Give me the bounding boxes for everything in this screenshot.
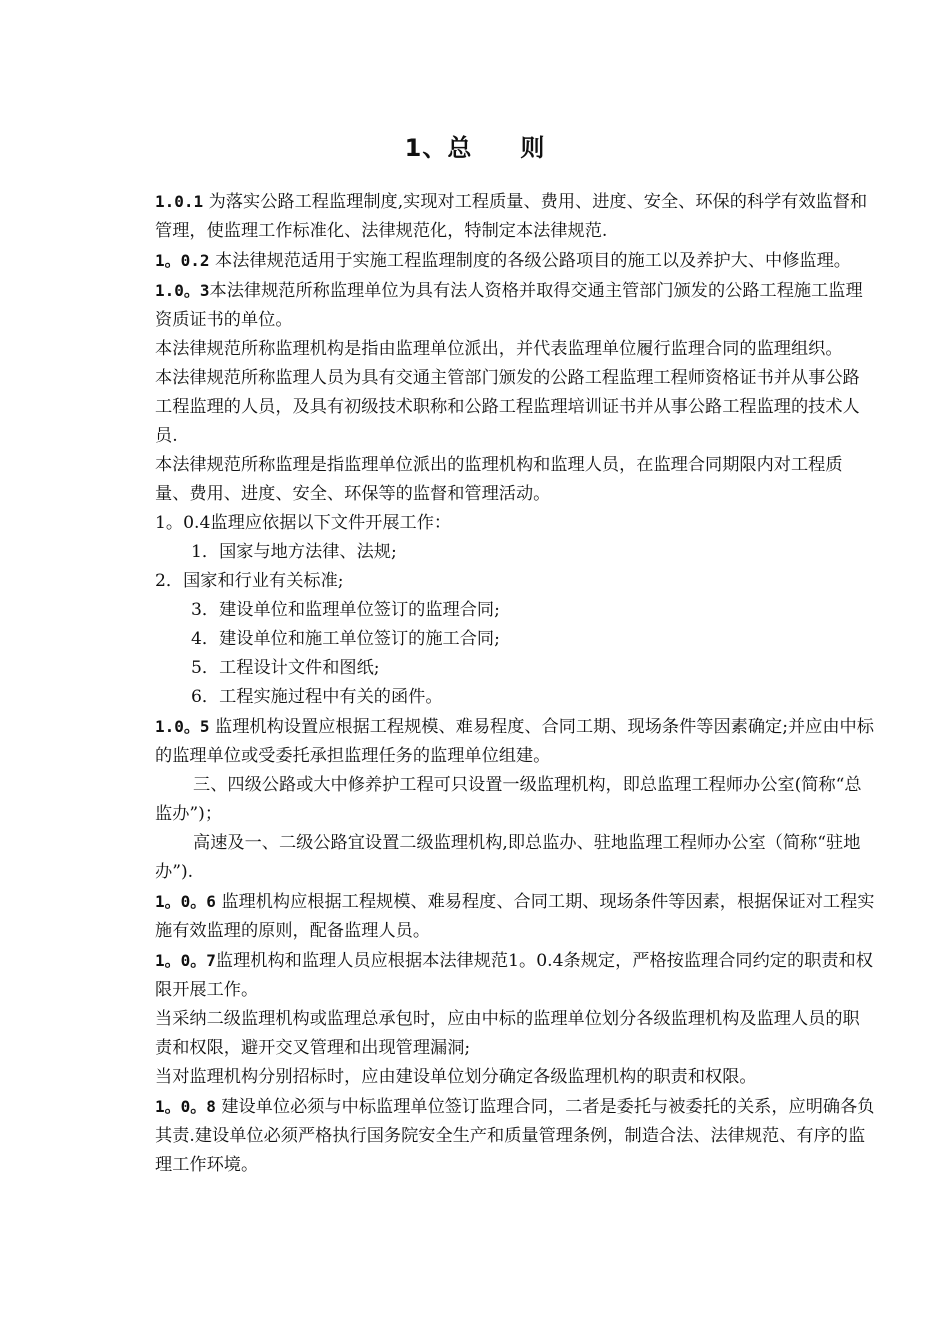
clause-text: 监理机构应根据工程规模、难易程度、合同工期、现场条件等因素，根据保证对工程实施有效监理的原则，配备监理人员。	[155, 892, 875, 941]
list-item: 5．工程设计文件和图纸;	[191, 658, 380, 678]
title-part-1: 1、总	[404, 134, 473, 162]
document-body	[155, 187, 875, 1180]
clause-number: 1.0。5	[155, 717, 210, 736]
clause-number: 1。0。7	[155, 951, 216, 970]
clause-1-0-7	[155, 946, 875, 1005]
clause-1-0-4: 1。0.4监理应依据以下文件开展工作：	[155, 513, 452, 533]
clause-number: 1。0。6	[155, 892, 216, 911]
clause-1-0-1	[155, 187, 875, 246]
paragraph: 本法律规范所称监理人员为具有交通主管部门颁发的公路工程监理工程师资格证书并从事公路工程监理的人员，及具有初级技术职称和公路工程监理培训证书并从事公路工程监理的技术人员.	[155, 368, 860, 446]
clause-1-0-5	[155, 712, 875, 771]
paragraph: 本法律规范所称监理是指监理单位派出的监理机构和监理人员，在监理合同期限内对工程质量、费用、进度、安全、环保等的监督和管理活动。	[155, 455, 843, 504]
clause-text: 监理机构设置应根据工程规模、难易程度、合同工期、现场条件等因素确定;并应由中标的监理单位或受委托承担监理任务的监理单位组建。	[155, 717, 874, 766]
paragraph: 三、四级公路或大中修养护工程可只设置一级监理机构，即总监理工程师办公室(简称“总监办”)；	[155, 775, 862, 824]
clause-number: 1.0.1	[155, 192, 204, 211]
list-item: 6．工程实施过程中有关的函件。	[191, 687, 443, 707]
clause-1-0-2	[155, 246, 875, 276]
clause-text: 本法律规范所称监理单位为具有法人资格并取得交通主管部门颁发的公路工程施工监理资质证书的单位。	[155, 281, 863, 330]
paragraph: 本法律规范所称监理机构是指由监理单位派出，并代表监理单位履行监理合同的监理组织。	[155, 339, 843, 359]
clause-text: 本法律规范适用于实施工程监理制度的各级公路项目的施工以及养护大、中修监理。	[209, 251, 851, 271]
clause-text: 监理机构和监理人员应根据本法律规范1。0.4条规定，严格按监理合同约定的职责和权限开展工作。	[155, 951, 873, 1000]
clause-text: 为落实公路工程监理制度,实现对工程质量、费用、进度、安全、环保的科学有效监督和管理，使监理工作标准化、法律规范化，特制定本法律规范.	[155, 192, 868, 241]
list-item: 2．国家和行业有关标准;	[155, 571, 344, 591]
clause-number: 1.0。3	[155, 281, 210, 300]
paragraph: 高速及一、二级公路宜设置二级监理机构,即总监办、驻地监理工程师办公室（简称“驻地办”).	[155, 833, 861, 882]
list-item: 3．建设单位和监理单位签订的监理合同;	[191, 600, 500, 620]
list-item: 4．建设单位和施工单位签订的施工合同;	[191, 629, 500, 649]
list-item: 1．国家与地方法律、法规;	[191, 542, 397, 562]
page-title	[0, 128, 950, 163]
clause-number: 1。0.2	[155, 251, 210, 270]
clause-1-0-6	[155, 887, 875, 946]
paragraph: 当对监理机构分别招标时，应由建设单位划分确定各级监理机构的职责和权限。	[155, 1067, 757, 1087]
clause-1-0-8	[155, 1092, 875, 1180]
paragraph: 当采纳二级监理机构或监理总承包时，应由中标的监理单位划分各级监理机构及监理人员的职责和权限，避开交叉管理和出现管理漏洞;	[155, 1009, 860, 1058]
clause-number: 1。0。8	[155, 1097, 216, 1116]
title-part-2: 则	[520, 134, 546, 162]
clause-1-0-3	[155, 276, 875, 335]
clause-text: 建设单位必须与中标监理单位签订监理合同，二者是委托与被委托的关系，应明确各负其责.建设单位必须严格执行国务院安全生产和质量管理条例，制造合法、法律规范、有序的监理工作环境。	[155, 1097, 875, 1175]
